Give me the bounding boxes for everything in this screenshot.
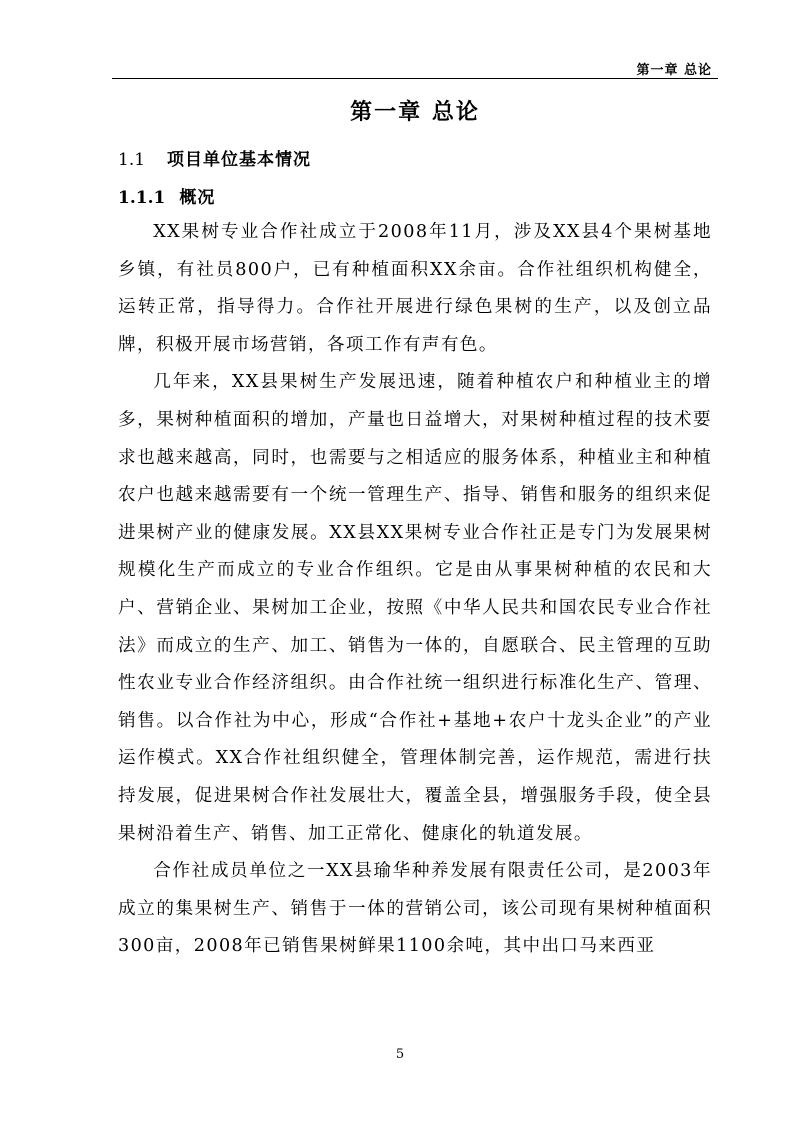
section-heading [118,145,311,170]
chapter-title: 第一章 总论 [350,100,480,125]
running-header: 第一章 总论 [636,63,712,78]
header-rule [112,78,718,79]
section-title: 项目单位基本情况 [167,150,312,170]
paragraph: 几年来，XX县果树生产发展迅速，随着种植农户和种植业主的增多，果树种植面积的增加，产量也日益增大，对果树种植过程的技术要求也越来越高，同时，也需要与之相适应的服务体系，种植业主和种植农户也越来越需要有一个统一管理生产、指导、销售和服务的组织来促进果树产业的健康发展。XX县XX果树专业合作社正是专门为发展果树规模化生产而成立的专业合作组织。它是由从事果树种植的农民和大户、营销企业、果树加工企业，按照《中华人民共和国农民专业合作社法》而成立的生产、加工、销售为一体的，自愿联合、民主管理的互助性农业专业合作经济组织。由合作社统一组织进行标准化生产、管理、销售。以合作社为中心，形成“合作社+基地+农户十龙头企业”的产业运作模式。XX合作社组织健全，管理体制完善，运作规范，需进行扶持发展，促进果树合作社发展壮大，覆盖全县，增强服务手段，使全县果树沿着生产、销售、加工正常化、健康化的轨道发展。 [118,372,712,844]
subsection-number: 1.1.1 [118,188,166,208]
subsection-title: 概况 [179,188,216,208]
subsection-heading [118,183,215,208]
body-text [118,214,712,966]
page-number: 5 [395,1047,405,1062]
paragraph: XX果树专业合作社成立于2008年11月，涉及XX县4个果树基地乡镇，有社员800户，已有种植面积XX余亩。合作社组织机构健全，运转正常，指导得力。合作社开展进行绿色果树的生产，以及创立品牌，积极开展市场营销，各项工作有声有色。 [118,222,712,355]
section-number: 1.1 [118,150,146,170]
paragraph: 合作社成员单位之一XX县瑜华种养发展有限责任公司，是2003年成立的集果树生产、销售于一体的营销公司，该公司现有果树种植面积300亩，2008年已销售果树鲜果1100余吨，其中出口马来西亚 [118,861,712,957]
